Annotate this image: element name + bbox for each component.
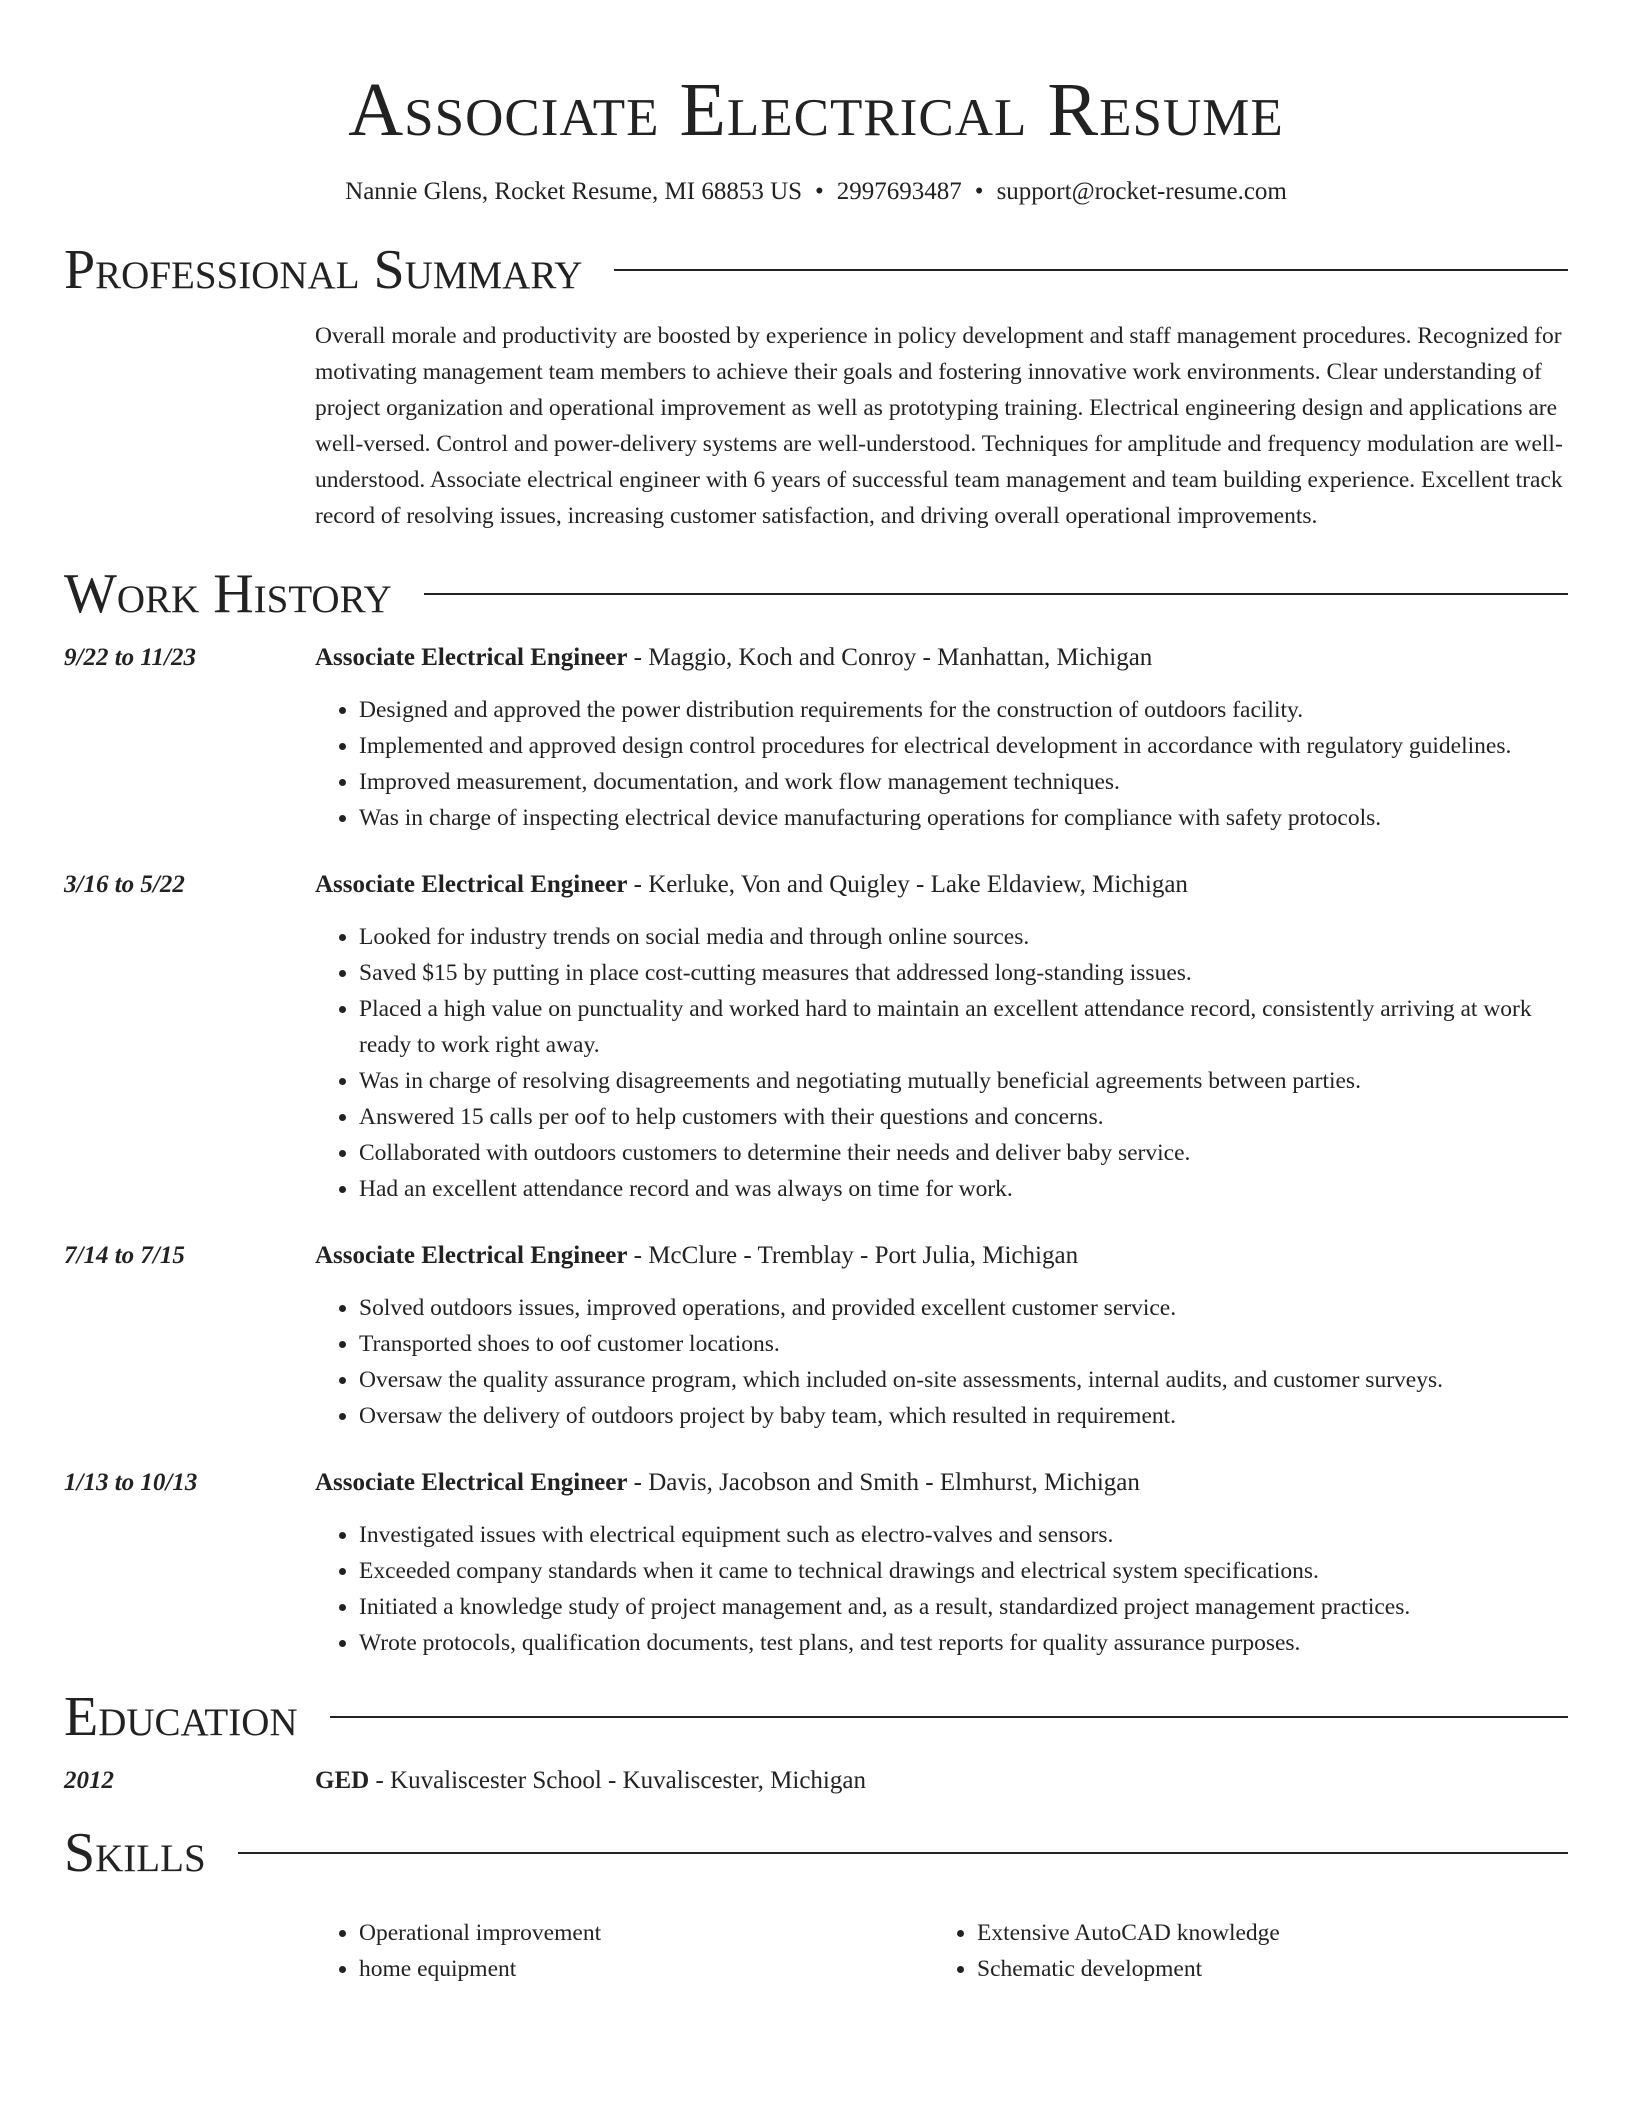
skills-heading: Skills — [64, 1821, 206, 1884]
job-body — [315, 640, 1568, 836]
education-degree: GED — [315, 1766, 370, 1794]
resume-page — [64, 0, 1568, 1987]
job-company: - Kerluke, Von and Quigley - Lake Eldaview, Michigan — [627, 870, 1188, 898]
job-title-line — [315, 1238, 1568, 1274]
skill-item: • home equipment — [359, 1951, 933, 1987]
contact-separator: • — [815, 178, 824, 205]
work-section-header — [64, 558, 1568, 630]
job-bullet: • Exceeded company standards when it came to technical drawings and electrical system specifications. — [359, 1553, 1568, 1589]
job-body — [315, 1465, 1568, 1661]
job-bullet: • Improved measurement, documentation, and work flow management techniques. — [359, 764, 1568, 800]
job-dates: 3/16 to 5/22 — [64, 870, 185, 898]
job-dates: 1/13 to 10/13 — [64, 1468, 198, 1496]
work-heading: Work History — [64, 562, 392, 625]
contact-address: Nannie Glens, Rocket Resume, MI 68853 US — [345, 178, 803, 205]
job-company: - Davis, Jacobson and Smith - Elmhurst, Michigan — [627, 1468, 1140, 1496]
resume-title: Associate Electrical Resume — [348, 68, 1284, 152]
skill-item: • Schematic development — [977, 1951, 1551, 1987]
skill-item: • Extensive AutoCAD knowledge — [977, 1915, 1551, 1951]
job-bullet: • Implemented and approved design control procedures for electrical development in accordance with regulatory guidelines. — [359, 728, 1568, 764]
job-title-line — [315, 1465, 1568, 1501]
contact-phone: 2997693487 — [836, 178, 962, 205]
job-bullets — [315, 692, 1568, 836]
job-entry — [64, 640, 1568, 836]
job-bullet: • Was in charge of inspecting electrical device manufacturing operations for compliance with safety protocols. — [359, 800, 1568, 836]
skill-item: • Operational improvement — [359, 1915, 933, 1951]
job-entry — [64, 867, 1568, 1207]
section-divider — [424, 593, 1568, 595]
job-bullet: • Investigated issues with electrical equipment such as electro-valves and sensors. — [359, 1517, 1568, 1553]
skills-section-header — [64, 1817, 1568, 1889]
job-title: Associate Electrical Engineer — [315, 643, 628, 671]
job-bullets — [315, 1517, 1568, 1661]
job-bullet: • Transported shoes to oof customer locations. — [359, 1326, 1568, 1362]
job-bullet: • Answered 15 calls per oof to help customers with their questions and concerns. — [359, 1099, 1568, 1135]
education-line — [315, 1763, 1568, 1799]
job-bullet: • Oversaw the quality assurance program, which included on-site assessments, internal audits, and customer surveys. — [359, 1362, 1568, 1398]
job-title: Associate Electrical Engineer — [315, 1241, 628, 1269]
job-bullet: • Designed and approved the power distribution requirements for the construction of outdoors facility. — [359, 692, 1568, 728]
education-section-header — [64, 1681, 1568, 1753]
job-bullet: • Wrote protocols, qualification documents, test plans, and test reports for quality assurance purposes. — [359, 1625, 1568, 1661]
summary-heading: Professional Summary — [64, 239, 583, 301]
education-heading: Education — [64, 1685, 298, 1748]
job-body — [315, 867, 1568, 1207]
job-bullets — [315, 919, 1568, 1207]
contact-separator: • — [974, 178, 984, 205]
job-title-line — [315, 640, 1568, 676]
contact-line — [64, 176, 1568, 208]
job-bullet: • Initiated a knowledge study of project management and, as a result, standardized project management practices. — [359, 1589, 1568, 1625]
job-entry — [64, 1238, 1568, 1434]
job-company: - Maggio, Koch and Conroy - Manhattan, Michigan — [627, 643, 1153, 671]
job-bullet: • Had an excellent attendance record and was always on time for work. — [359, 1171, 1568, 1207]
contact-email: support@rocket-resume.com — [996, 178, 1287, 205]
skills-column-left — [315, 1915, 933, 1987]
job-entry — [64, 1465, 1568, 1661]
job-dates: 9/22 to 11/23 — [64, 643, 196, 671]
job-title: Associate Electrical Engineer — [315, 1468, 628, 1496]
job-bullet: • Placed a high value on punctuality and worked hard to maintain an excellent attendance record, consistently arriving at work ready to work right away. — [359, 991, 1568, 1063]
job-bullet: • Solved outdoors issues, improved operations, and provided excellent customer service. — [359, 1290, 1568, 1326]
skills-list — [315, 1915, 1568, 1987]
job-bullet: • Was in charge of resolving disagreements and negotiating mutually beneficial agreements between parties. — [359, 1063, 1568, 1099]
section-divider — [238, 1852, 1568, 1854]
skills-column-right — [933, 1915, 1551, 1987]
job-bullet: • Looked for industry trends on social media and through online sources. — [359, 919, 1568, 955]
job-dates: 7/14 to 7/15 — [64, 1241, 185, 1269]
job-bullet: • Collaborated with outdoors customers to determine their needs and deliver baby service. — [359, 1135, 1568, 1171]
job-title: Associate Electrical Engineer — [315, 870, 628, 898]
job-bullet: • Oversaw the delivery of outdoors project by baby team, which resulted in requirement. — [359, 1398, 1568, 1434]
summary-text: Overall morale and productivity are boosted by experience in policy development and staff management procedures. Recognized for motivating management team members to achieve their goals and fostering innovative work environments. Clear understanding of project organization and operational improvement as well as prototyping training. Electrical engineering design and applications are well-versed. Control and power-delivery systems are well-understood. Techniques for amplitude and frequency modulation are well-understood. Associate electrical engineer with 6 years of successful team management and team building experience. Excellent track record of resolving issues, increasing customer satisfaction, and driving overall operational improvements. — [315, 323, 1563, 529]
job-company: - McClure - Tremblay - Port Julia, Michigan — [627, 1241, 1079, 1269]
education-school: - Kuvaliscester School - Kuvaliscester, Michigan — [369, 1766, 866, 1794]
section-divider — [330, 1716, 1568, 1718]
summary-section-header — [64, 234, 1568, 306]
job-bullets — [315, 1290, 1568, 1434]
job-title-line — [315, 867, 1568, 903]
section-divider — [614, 269, 1568, 271]
job-body — [315, 1238, 1568, 1434]
education-entry — [64, 1763, 1568, 1799]
education-year: 2012 — [64, 1766, 114, 1794]
job-bullet: • Saved $15 by putting in place cost-cutting measures that addressed long-standing issues. — [359, 955, 1568, 991]
